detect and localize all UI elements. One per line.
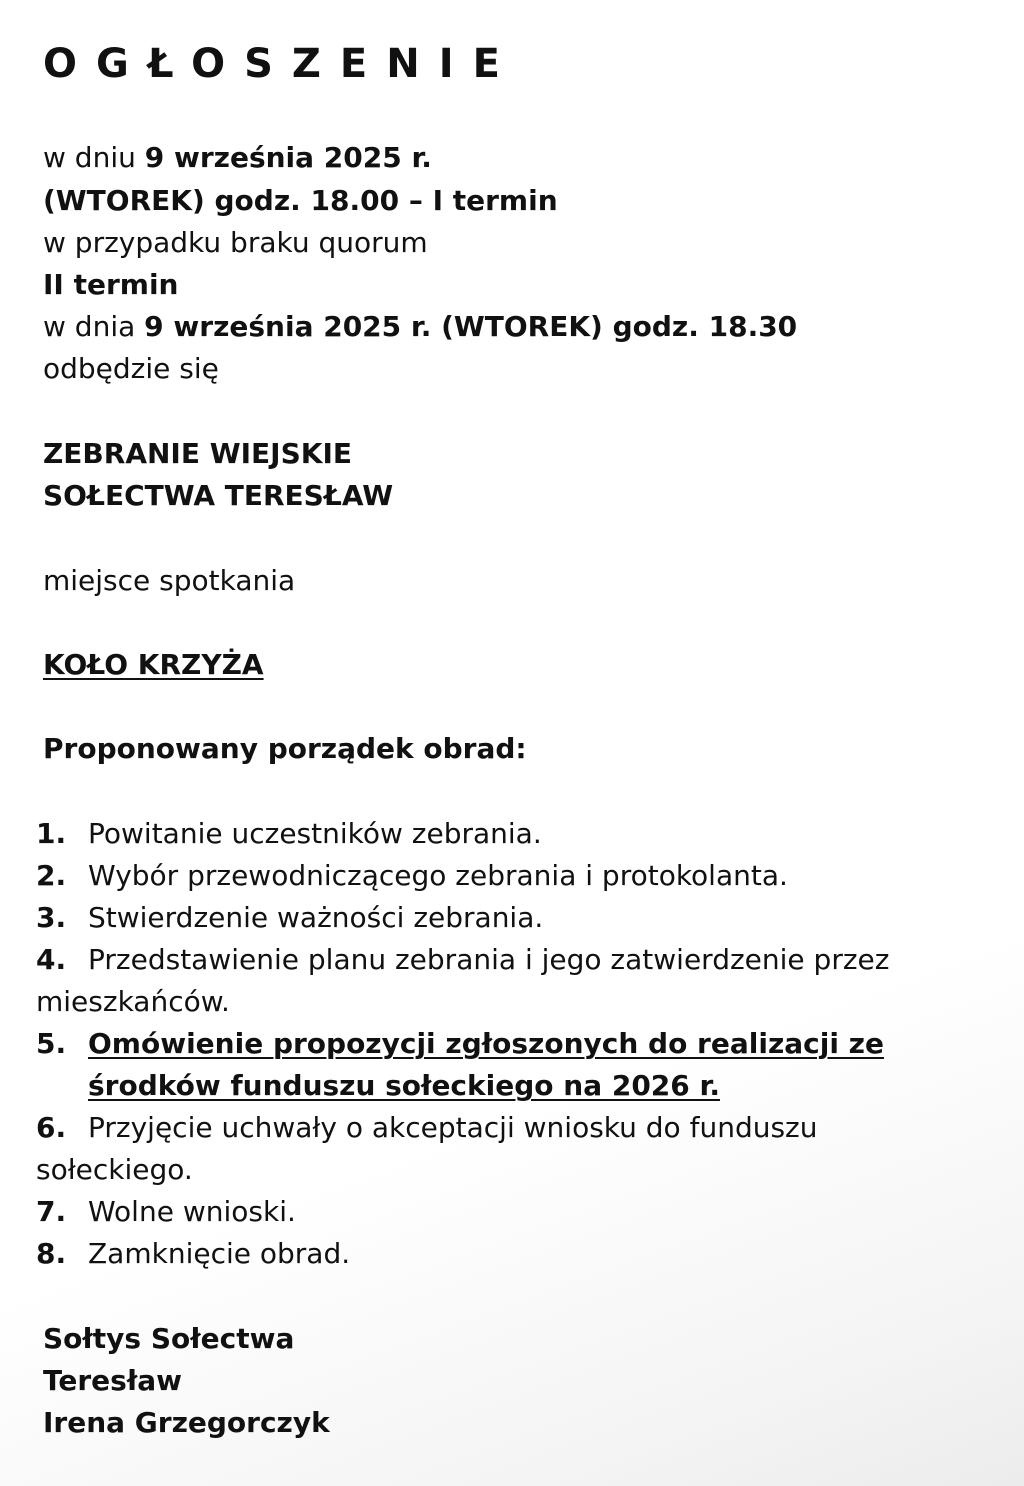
agenda-item [36,1233,350,1275]
agenda-item-number: 8. [36,1237,67,1270]
agenda-item [36,1107,818,1149]
agenda-item [36,855,788,897]
agenda-item-continuation: środków funduszu sołeckiego na 2026 r. [88,1069,720,1102]
agenda-item-continuation: sołeckiego. [36,1153,193,1186]
date-line-1 [43,137,432,179]
date-line-5-prefix: w dnia [43,310,145,343]
date-line-3: w przypadku braku quorum [43,226,428,259]
date-line-2: (WTOREK) godz. 18.00 – I termin [43,184,558,217]
agenda-item-highlighted [36,1023,884,1065]
agenda-item-text: Przyjęcie uchwały o akceptacji wniosku do funduszu [88,1111,818,1144]
agenda-item [36,897,543,939]
announcement-title: OGŁOSZENIE [43,41,519,87]
agenda-item [36,1191,296,1233]
agenda-item-text: Wybór przewodniczącego zebrania i protokolanta. [88,859,788,892]
meeting-title-line-1: ZEBRANIE WIEJSKIE [43,437,352,470]
date-line-1-prefix: w dniu [43,141,145,174]
agenda-item-number: 1. [36,817,67,850]
place-value: KOŁO KRZYŻA [43,648,264,681]
agenda-item-number: 5. [36,1027,67,1060]
place-label: miejsce spotkania [43,564,296,597]
date-line-5-date: 9 września 2025 r. (WTOREK) godz. 18.30 [144,310,798,343]
signature-line-1: Sołtys Sołectwa [43,1322,295,1355]
date-line-6: odbędzie się [43,352,219,385]
agenda-item-text: Omówienie propozycji zgłoszonych do realizacji ze [88,1027,884,1060]
agenda-item-text: Zamknięcie obrad. [88,1237,351,1270]
agenda-item-number: 4. [36,943,67,976]
signature-line-2: Teresław [43,1364,182,1397]
agenda-item [36,813,542,855]
meeting-title-line-2: SOŁECTWA TERESŁAW [43,479,394,512]
agenda-heading: Proponowany porządek obrad: [43,732,527,765]
agenda-item-number: 7. [36,1195,67,1228]
agenda-item-text: Wolne wnioski. [88,1195,296,1228]
agenda-item-number: 2. [36,859,67,892]
agenda-item [36,939,889,981]
agenda-item-continuation: mieszkańców. [36,985,230,1018]
date-line-1-date: 9 września 2025 r. [144,141,432,174]
signature-name: Irena Grzegorczyk [43,1406,330,1439]
agenda-item-text: Powitanie uczestników zebrania. [88,817,542,850]
date-line-5 [43,306,797,348]
agenda-item-text: Stwierdzenie ważności zebrania. [88,901,544,934]
agenda-item-text: Przedstawienie planu zebrania i jego zatwierdzenie przez [88,943,890,976]
agenda-item-number: 6. [36,1111,67,1144]
date-line-4: II termin [43,268,179,301]
agenda-item-number: 3. [36,901,67,934]
